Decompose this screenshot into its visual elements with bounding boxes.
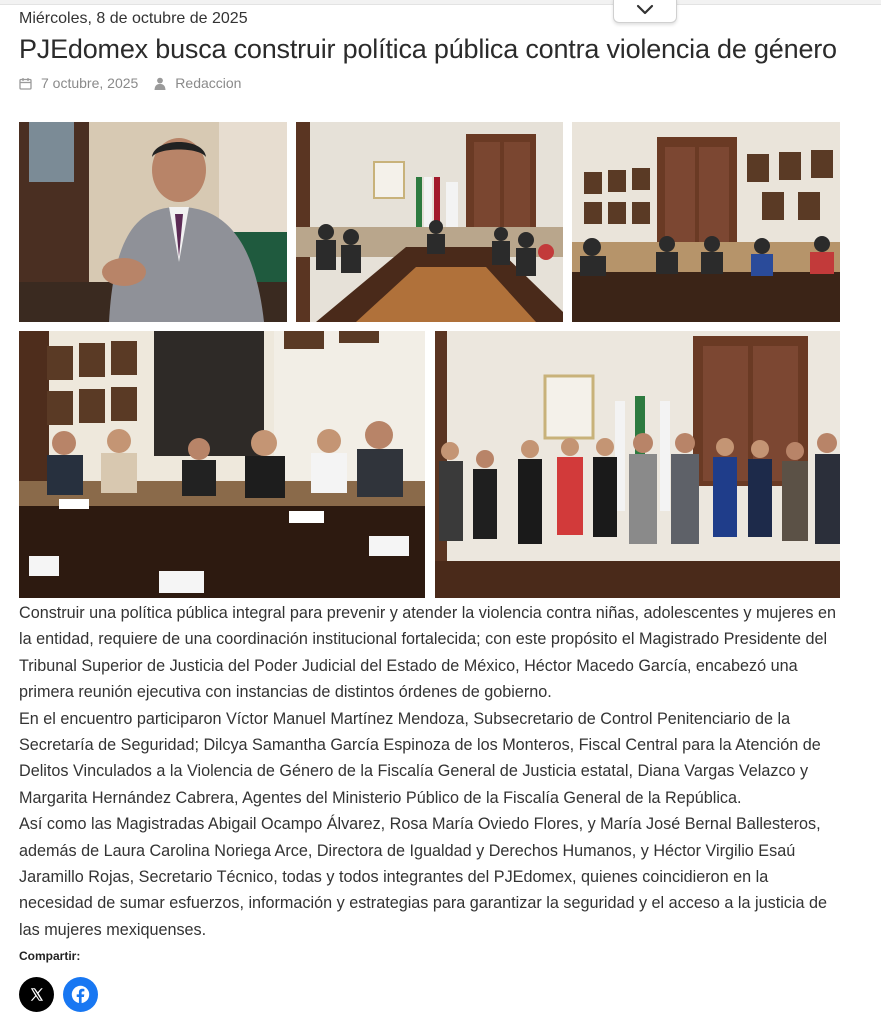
article-title: PJEdomex busca construir política pública contra violencia de género [19, 34, 837, 64]
group-photo[interactable] [435, 331, 840, 598]
facebook-icon [71, 985, 90, 1004]
article-meta [19, 75, 241, 91]
published-date-link[interactable]: 7 octubre, 2025 [41, 75, 139, 91]
share-label: Compartir: [19, 949, 81, 963]
meeting-table-closeup-photo[interactable] [19, 331, 425, 598]
article-body [19, 600, 837, 943]
meeting-room-wide-photo[interactable] [296, 122, 563, 322]
collapse-toggle-button[interactable] [613, 0, 677, 23]
current-date: Miércoles, 8 de octubre de 2025 [19, 10, 248, 27]
user-icon [154, 77, 166, 90]
article-paragraph: Así como las Magistradas Abigail Ocampo Álvarez, Rosa María Oviedo Flores, y María José Bernal Ballesteros, además de Laura Carolina Noriega Arce, Directora de Igualdad y Derechos Humanos, y Héctor Virgilio Esaú Jaramillo Rojas, Secretario Técnico, todas y todos integrantes del PJEdomex, quienes coincidieron en la necesidad de sumar esfuerzos, información y estrategias para garantizar la seguridad y el acceso a la justicia de las mujeres mexiquenses. [19, 815, 828, 939]
top-toolbar-strip [0, 0, 881, 5]
chevron-down-icon [636, 4, 654, 16]
share-x-button[interactable] [19, 977, 54, 1012]
author-link[interactable]: Redaccion [175, 75, 242, 91]
share-facebook-button[interactable] [63, 977, 98, 1012]
meeting-participants-photo[interactable] [572, 122, 840, 322]
x-logo-icon [29, 987, 44, 1002]
magistrate-portrait-photo[interactable] [19, 122, 287, 322]
article-paragraph: En el encuentro participaron Víctor Manuel Martínez Mendoza, Subsecretario de Control Penitenciario de la Secretaría de Seguridad; Dilcya Samantha García Espinoza de los Monteros, Fiscal Central para la Atención de Delitos Vinculados a la Violencia de Género de la Fiscalía General de Justicia estatal, Diana Vargas Velazco y Margarita Hernández Cabrera, Agentes del Ministerio Público de la Fiscalía General de la República. [19, 709, 821, 807]
article-paragraph: Construir una política pública integral para prevenir y atender la violencia contra niñas, adolescentes y mujeres en la entidad, requiere de una coordinación institucional fortalecida; con este propósito el Magistrado Presidente del Tribunal Superior de Justicia del Poder Judicial del Estado de México, Héctor Macedo García, encabezó una primera reunión ejecutiva con instancias de distintos órdenes de gobierno. [19, 604, 837, 702]
calendar-icon [19, 77, 32, 90]
